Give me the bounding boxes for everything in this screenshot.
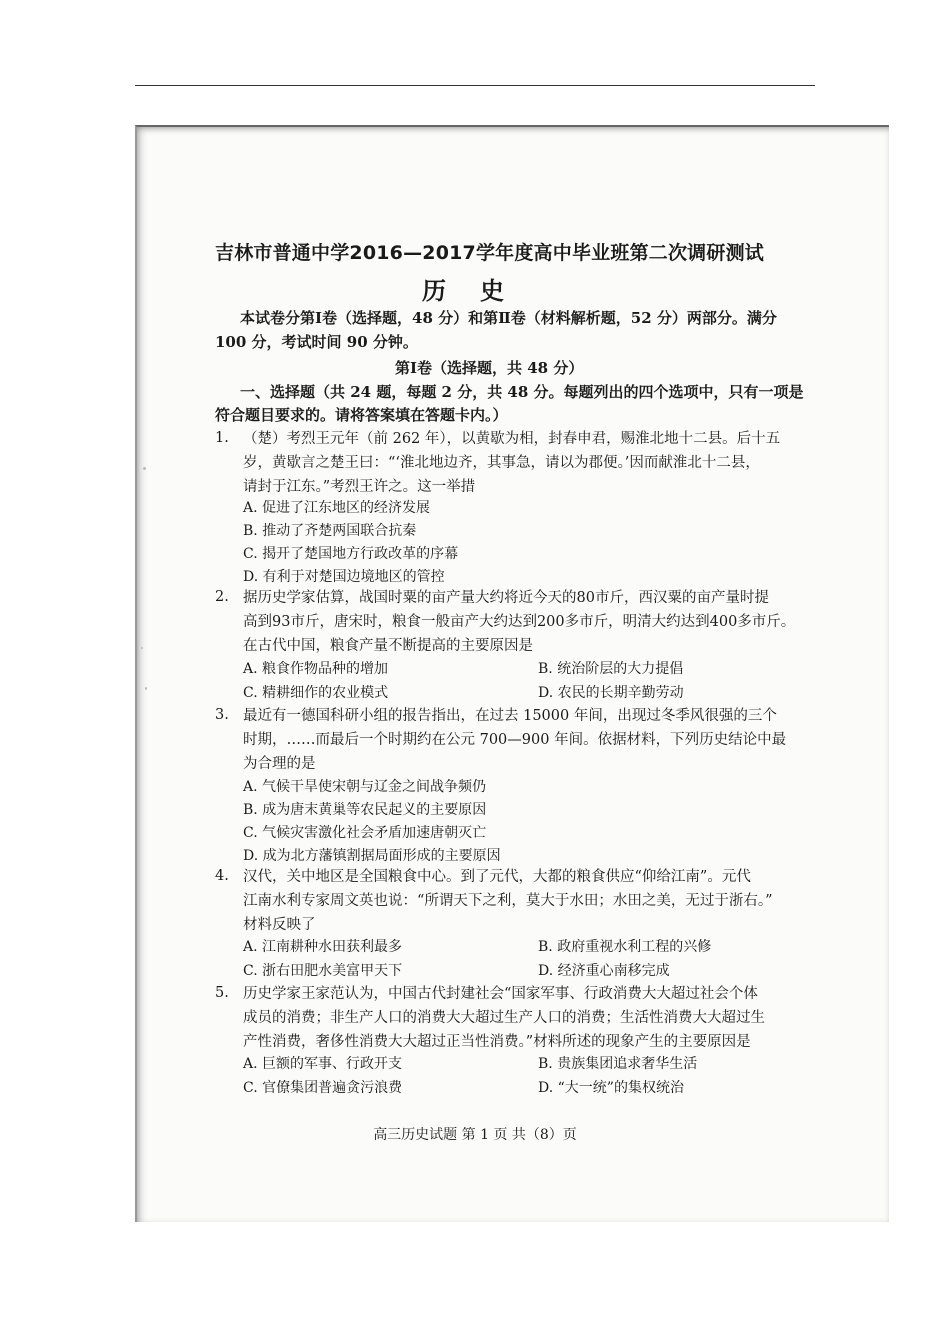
question-text: 请封于江东。”考烈王许之。这一举措 bbox=[243, 479, 476, 495]
question-text: 岁，黄歇言之楚王曰：“‘淮北地边齐，其事急，请以为郡便。’因而献淮北十二县， bbox=[243, 455, 760, 471]
question-text: 历史学家王家范认为，中国古代封建社会“国家军事、行政消费大大超过社会个体 bbox=[243, 986, 758, 1002]
question-text: 成员的消费；非生产人口的消费大大超过生产人口的消费；生活性消费大大超过生 bbox=[243, 1010, 765, 1026]
question-number: 4. bbox=[215, 868, 229, 884]
option: D. 成为北方藩镇割据局面形成的主要原因 bbox=[243, 848, 501, 864]
exam-title: 吉林市普通中学2016—2017学年度高中毕业班第二次调研测试 bbox=[215, 242, 764, 264]
option: C. 官僚集团普遍贪污浪费 bbox=[243, 1080, 403, 1096]
question-number: 3. bbox=[215, 707, 229, 723]
option: B. 政府重视水利工程的兴修 bbox=[538, 939, 712, 955]
option: C. 揭开了楚国地方行政改革的序幕 bbox=[243, 546, 459, 562]
intro-line-2: 100 分，考试时间 90 分钟。 bbox=[215, 333, 418, 351]
part1-heading: 第Ⅰ卷（选择题，共 48 分） bbox=[395, 359, 584, 377]
option: C. 浙右田肥水美富甲天下 bbox=[243, 963, 403, 979]
question-text: 江南水利专家周文英也说：“所谓天下之利，莫大于水田；水田之美，无过于浙右。” bbox=[243, 893, 773, 909]
option: D. “大一统”的集权统治 bbox=[538, 1080, 684, 1096]
scan-speck bbox=[143, 467, 146, 470]
option: A. 气候干旱使宋朝与辽金之间战争频仍 bbox=[243, 779, 487, 795]
scan-speck bbox=[145, 687, 147, 690]
part1-instruction-2: 符合题目要求的。请将答案填在答题卡内。） bbox=[215, 406, 508, 424]
subject-title: 历史 bbox=[422, 277, 538, 305]
question-text: 据历史学家估算，战国时粟的亩产量大约将近今天的80市斤，西汉粟的亩产量时提 bbox=[243, 590, 769, 606]
option: C. 精耕细作的农业模式 bbox=[243, 685, 389, 701]
option: A. 巨额的军事、行政开支 bbox=[243, 1056, 403, 1072]
question-text: 汉代，关中地区是全国粮食中心。到了元代，大都的粮食供应“仰给江南”。元代 bbox=[243, 869, 751, 885]
option: B. 推动了齐楚两国联合抗秦 bbox=[243, 523, 417, 539]
question-text: 时期，……而最后一个时期约在公元 700—900 年间。依据材料，下列历史结论中最 bbox=[243, 732, 787, 748]
option: D. 有利于对楚国边境地区的管控 bbox=[243, 569, 445, 585]
question-number: 2. bbox=[215, 589, 229, 605]
intro-line-1: 本试卷分第Ⅰ卷（选择题，48 分）和第Ⅱ卷（材料解析题，52 分）两部分。满分 bbox=[240, 309, 777, 327]
question-text: 最近有一德国科研小组的报告指出，在过去 15000 年间，出现过冬季风很强的三个 bbox=[243, 708, 777, 724]
question-text: 为合理的是 bbox=[243, 756, 316, 772]
question-number: 1. bbox=[215, 430, 229, 446]
page-footer: 高三历史试题 第 1 页 共（8）页 bbox=[373, 1127, 577, 1143]
part1-instruction-1: 一、选择题（共 24 题，每题 2 分，共 48 分。每题列出的四个选项中，只有一项是 bbox=[240, 383, 804, 401]
question-text: 产性消费，奢侈性消费大大超过正当性消费。”材料所述的现象产生的主要原因是 bbox=[243, 1034, 751, 1050]
option: A. 江南耕种水田获利最多 bbox=[243, 939, 403, 955]
option: D. 经济重心南移完成 bbox=[538, 963, 670, 979]
question-text: 高到93市斤，唐宋时，粮食一般亩产大约达到200多市斤，明清大约达到400多市斤。 bbox=[243, 614, 796, 630]
option: A. 促进了江东地区的经济发展 bbox=[243, 500, 431, 516]
option: A. 粮食作物品种的增加 bbox=[243, 661, 389, 677]
top-rule bbox=[135, 85, 815, 86]
option: B. 成为唐末黄巢等农民起义的主要原因 bbox=[243, 802, 487, 818]
question-text: 材料反映了 bbox=[243, 917, 316, 933]
option: C. 气候灾害激化社会矛盾加速唐朝灭亡 bbox=[243, 825, 487, 841]
scan-speck bbox=[141, 647, 143, 649]
question-text: （楚）考烈王元年（前 262 年），以黄歇为相，封春申君，赐淮北地十二县。后十五 bbox=[243, 431, 781, 447]
option: B. 统治阶层的大力提倡 bbox=[538, 661, 684, 677]
question-number: 5. bbox=[215, 985, 229, 1001]
question-text: 在古代中国，粮食产量不断提高的主要原因是 bbox=[243, 638, 533, 654]
option: B. 贵族集团追求奢华生活 bbox=[538, 1056, 698, 1072]
option: D. 农民的长期辛勤劳动 bbox=[538, 685, 684, 701]
